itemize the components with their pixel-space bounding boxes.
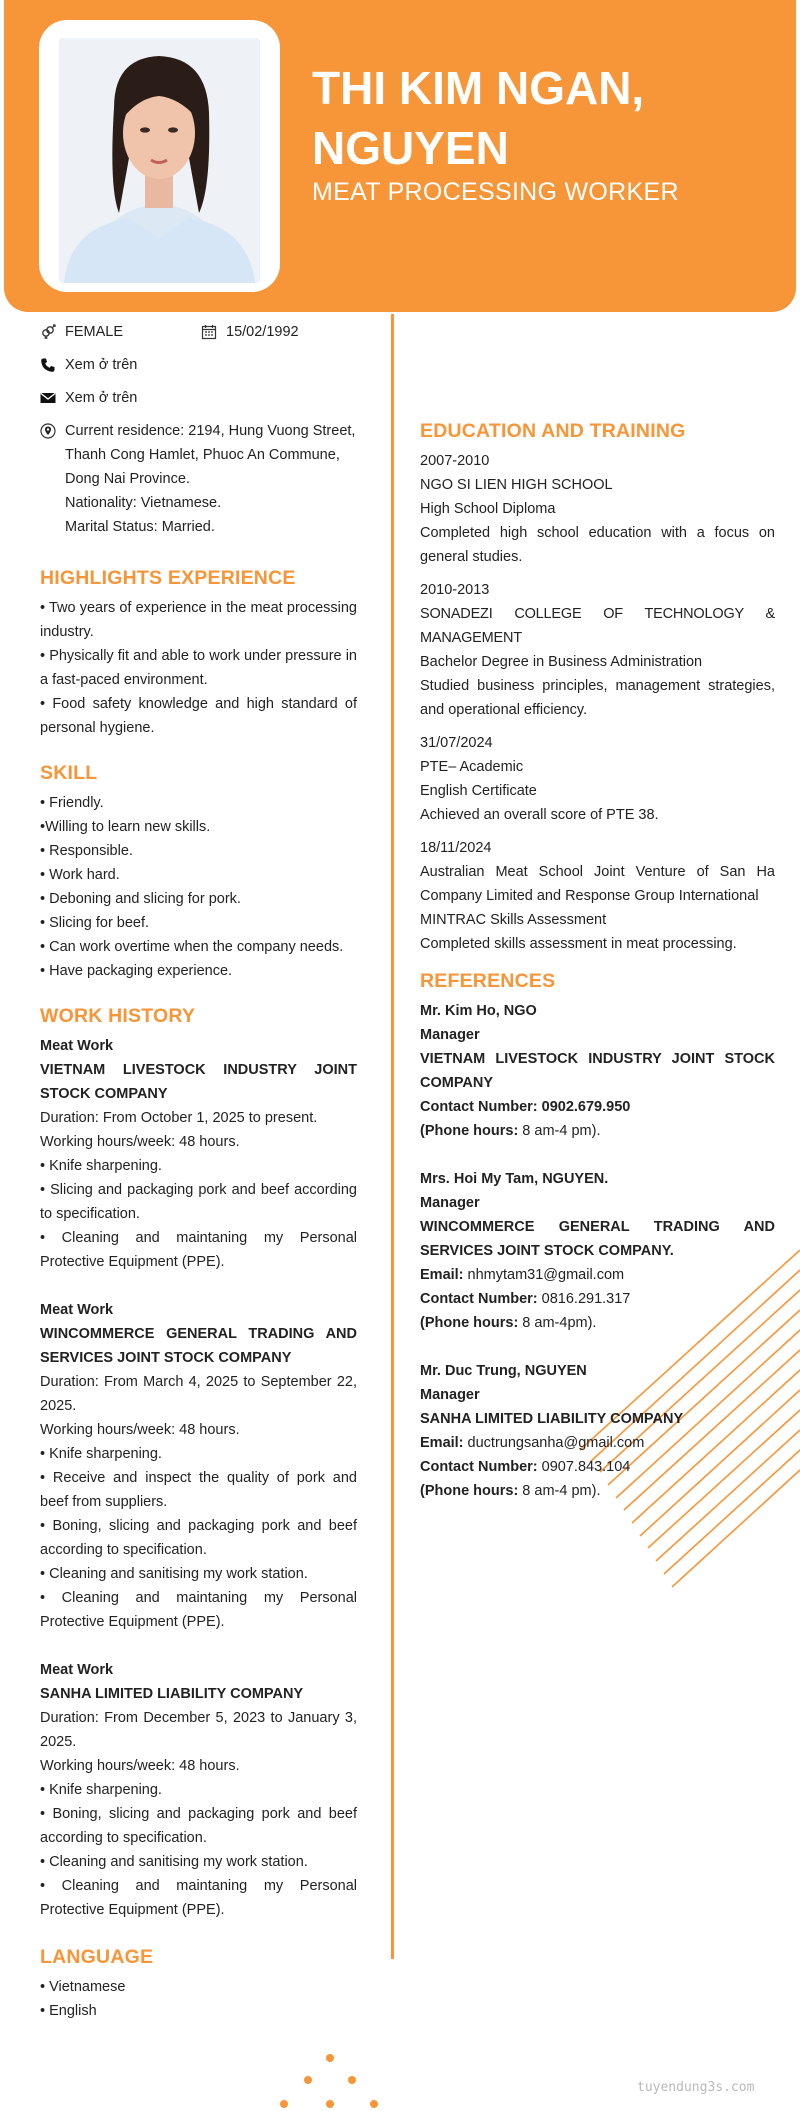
work-history-title: WORK HISTORY bbox=[40, 1005, 196, 1027]
profile-photo bbox=[59, 38, 260, 283]
job-line: • Knife sharpening. bbox=[40, 1158, 162, 1174]
reference-name: Mr. Kim Ho, NGO bbox=[420, 1003, 537, 1019]
education-line: Bachelor Degree in Business Administration bbox=[420, 654, 703, 670]
job-entry bbox=[40, 1298, 357, 1634]
reference-hours: (Phone hours: 8 am-4 pm). bbox=[420, 1123, 601, 1139]
education-line: Completed high school education with a focus on general studies. bbox=[420, 525, 775, 565]
education-entry bbox=[420, 731, 775, 827]
job-line: • Cleaning and sanitising my work station. bbox=[40, 1566, 308, 1582]
envelope-icon bbox=[40, 390, 56, 406]
reference-entry bbox=[420, 1167, 775, 1335]
skill-list bbox=[40, 791, 357, 983]
decorative-dots bbox=[270, 2050, 390, 2111]
skill-item: • Can work overtime when the company needs. bbox=[40, 939, 344, 955]
language-title: LANGUAGE bbox=[40, 1946, 154, 1968]
job-line: Duration: From March 4, 2025 to September 22, 2025. bbox=[40, 1374, 357, 1414]
reference-name: Mr. Duc Trung, NGUYEN bbox=[420, 1363, 587, 1379]
reference-phone: Contact Number: 0907.843.104 bbox=[420, 1459, 631, 1475]
site-watermark: tuyendung3s.com bbox=[637, 2080, 755, 2095]
reference-contact: Contact Number: 0902.679.950 bbox=[420, 1099, 631, 1115]
education-line: High School Diploma bbox=[420, 501, 556, 517]
phone-icon bbox=[40, 357, 56, 373]
phone-value: Xem ở trên bbox=[65, 357, 138, 373]
reference-role: Manager bbox=[420, 1195, 480, 1211]
job-entry bbox=[40, 1034, 357, 1274]
reference-role: Manager bbox=[420, 1387, 480, 1403]
right-column bbox=[420, 420, 775, 1527]
skill-item: • Slicing for beef. bbox=[40, 915, 150, 931]
job-position: Meat Work bbox=[40, 1038, 114, 1054]
education-title: EDUCATION AND TRAINING bbox=[420, 420, 686, 442]
gender-icon bbox=[40, 324, 56, 340]
email-value: Xem ở trên bbox=[65, 390, 138, 406]
phone-row bbox=[40, 353, 357, 377]
address-block bbox=[65, 419, 357, 539]
job-line: • Boning, slicing and packaging pork and beef according to specification. bbox=[40, 1518, 357, 1558]
references-title: REFERENCES bbox=[420, 970, 556, 992]
reference-phone: Contact Number: 0816.291.317 bbox=[420, 1291, 631, 1307]
reference-entry bbox=[420, 999, 775, 1143]
calendar-icon bbox=[201, 324, 217, 340]
photo-frame bbox=[39, 20, 280, 292]
education-line: English Certificate bbox=[420, 783, 537, 799]
job-line: Duration: From October 1, 2025 to present. bbox=[40, 1110, 318, 1126]
education-date: 2010-2013 bbox=[420, 582, 490, 598]
skill-item: • Friendly. bbox=[40, 795, 104, 811]
highlight-item: • Physically fit and able to work under pressure in a fast-paced environment. bbox=[40, 648, 357, 688]
personal-info-row bbox=[40, 320, 357, 344]
reference-hours: (Phone hours: 8 am-4pm). bbox=[420, 1315, 597, 1331]
skill-title: SKILL bbox=[40, 762, 98, 784]
job-line: • Cleaning and sanitising my work station. bbox=[40, 1854, 308, 1870]
job-line: • Knife sharpening. bbox=[40, 1446, 162, 1462]
residence-text: Current residence: 2194, Hung Vuong Street, Thanh Cong Hamlet, Phuoc An Commune, Dong Nai Province. bbox=[65, 423, 356, 487]
nationality-text: Nationality: Vietnamese. bbox=[65, 495, 222, 511]
job-line: • Receive and inspect the quality of pork and beef from suppliers. bbox=[40, 1470, 357, 1510]
skill-item: • Have packaging experience. bbox=[40, 963, 233, 979]
job-line: • Cleaning and maintaning my Personal Protective Equipment (PPE). bbox=[40, 1230, 357, 1270]
highlights-title: HIGHLIGHTS EXPERIENCE bbox=[40, 567, 296, 589]
header-banner bbox=[4, 0, 796, 312]
job-company: SANHA LIMITED LIABILITY COMPANY bbox=[40, 1686, 304, 1702]
job-line: Working hours/week: 48 hours. bbox=[40, 1134, 240, 1150]
language-item: • Vietnamese bbox=[40, 1979, 126, 1995]
reference-role: Manager bbox=[420, 1027, 480, 1043]
reference-name: Mrs. Hoi My Tam, NGUYEN. bbox=[420, 1171, 609, 1187]
job-position: Meat Work bbox=[40, 1662, 114, 1678]
marital-status-text: Marital Status: Married. bbox=[65, 519, 215, 535]
highlight-item: • Food safety knowledge and high standard of personal hygiene. bbox=[40, 696, 357, 736]
education-entry bbox=[420, 578, 775, 722]
job-line: • Slicing and packaging pork and beef according to specification. bbox=[40, 1182, 357, 1222]
job-position: Meat Work bbox=[40, 1302, 114, 1318]
skill-item: • Deboning and slicing for pork. bbox=[40, 891, 241, 907]
gender-value: FEMALE bbox=[65, 324, 124, 340]
job-company: VIETNAM LIVESTOCK INDUSTRY JOINT STOCK COMPANY bbox=[40, 1062, 357, 1102]
location-pin-icon bbox=[40, 423, 56, 439]
education-line: PTE– Academic bbox=[420, 759, 524, 775]
column-divider bbox=[391, 314, 394, 1959]
job-line: Working hours/week: 48 hours. bbox=[40, 1422, 240, 1438]
job-line: • Cleaning and maintaning my Personal Protective Equipment (PPE). bbox=[40, 1878, 357, 1918]
job-line: • Cleaning and maintaning my Personal Protective Equipment (PPE). bbox=[40, 1590, 357, 1630]
education-line: MINTRAC Skills Assessment bbox=[420, 912, 607, 928]
education-line: SONADEZI COLLEGE OF TECHNOLOGY & MANAGEMENT bbox=[420, 606, 775, 646]
reference-company: VIETNAM LIVESTOCK INDUSTRY JOINT STOCK COMPANY bbox=[420, 1051, 775, 1091]
education-line: Achieved an overall score of PTE 38. bbox=[420, 807, 659, 823]
job-line: • Boning, slicing and packaging pork and beef according to specification. bbox=[40, 1806, 357, 1846]
education-line: Completed skills assessment in meat processing. bbox=[420, 936, 737, 952]
left-column bbox=[40, 320, 357, 2023]
job-line: • Knife sharpening. bbox=[40, 1782, 162, 1798]
skill-item: • Work hard. bbox=[40, 867, 120, 883]
language-item: • English bbox=[40, 2003, 97, 2019]
education-date: 31/07/2024 bbox=[420, 735, 493, 751]
highlights-list bbox=[40, 596, 357, 740]
reference-company: SANHA LIMITED LIABILITY COMPANY bbox=[420, 1411, 684, 1427]
education-line: NGO SI LIEN HIGH SCHOOL bbox=[420, 477, 613, 493]
education-entry bbox=[420, 449, 775, 569]
skill-item: • Responsible. bbox=[40, 843, 133, 859]
email-row bbox=[40, 386, 357, 410]
name-line-1: THI KIM NGAN, bbox=[312, 62, 645, 114]
job-line: Working hours/week: 48 hours. bbox=[40, 1758, 240, 1774]
skill-item: •Willing to learn new skills. bbox=[40, 819, 211, 835]
language-list bbox=[40, 1975, 357, 2023]
education-entry bbox=[420, 836, 775, 956]
address-row bbox=[40, 419, 357, 539]
name-line-2: NGUYEN bbox=[312, 122, 509, 174]
job-title: MEAT PROCESSING WORKER bbox=[312, 178, 679, 206]
education-line: Studied business principles, management strategies, and operational efficiency. bbox=[420, 678, 775, 718]
job-line: Duration: From December 5, 2023 to January 3, 2025. bbox=[40, 1710, 357, 1750]
reference-company: WINCOMMERCE GENERAL TRADING AND SERVICES JOINT STOCK COMPANY. bbox=[420, 1219, 775, 1259]
reference-email: Email: ductrungsanha@gmail.com bbox=[420, 1435, 645, 1451]
reference-hours: (Phone hours: 8 am-4 pm). bbox=[420, 1483, 601, 1499]
education-date: 18/11/2024 bbox=[420, 840, 492, 856]
job-entry bbox=[40, 1658, 357, 1922]
highlight-item: • Two years of experience in the meat processing industry. bbox=[40, 600, 357, 640]
job-company: WINCOMMERCE GENERAL TRADING AND SERVICES JOINT STOCK COMPANY bbox=[40, 1326, 357, 1366]
education-date: 2007-2010 bbox=[420, 453, 490, 469]
reference-entry bbox=[420, 1359, 775, 1503]
reference-email: Email: nhmytam31@gmail.com bbox=[420, 1267, 625, 1283]
education-line: Australian Meat School Joint Venture of San Ha Company Limited and Response Group International bbox=[420, 864, 775, 904]
date-of-birth: 15/02/1992 bbox=[226, 324, 299, 340]
candidate-name bbox=[312, 58, 782, 178]
